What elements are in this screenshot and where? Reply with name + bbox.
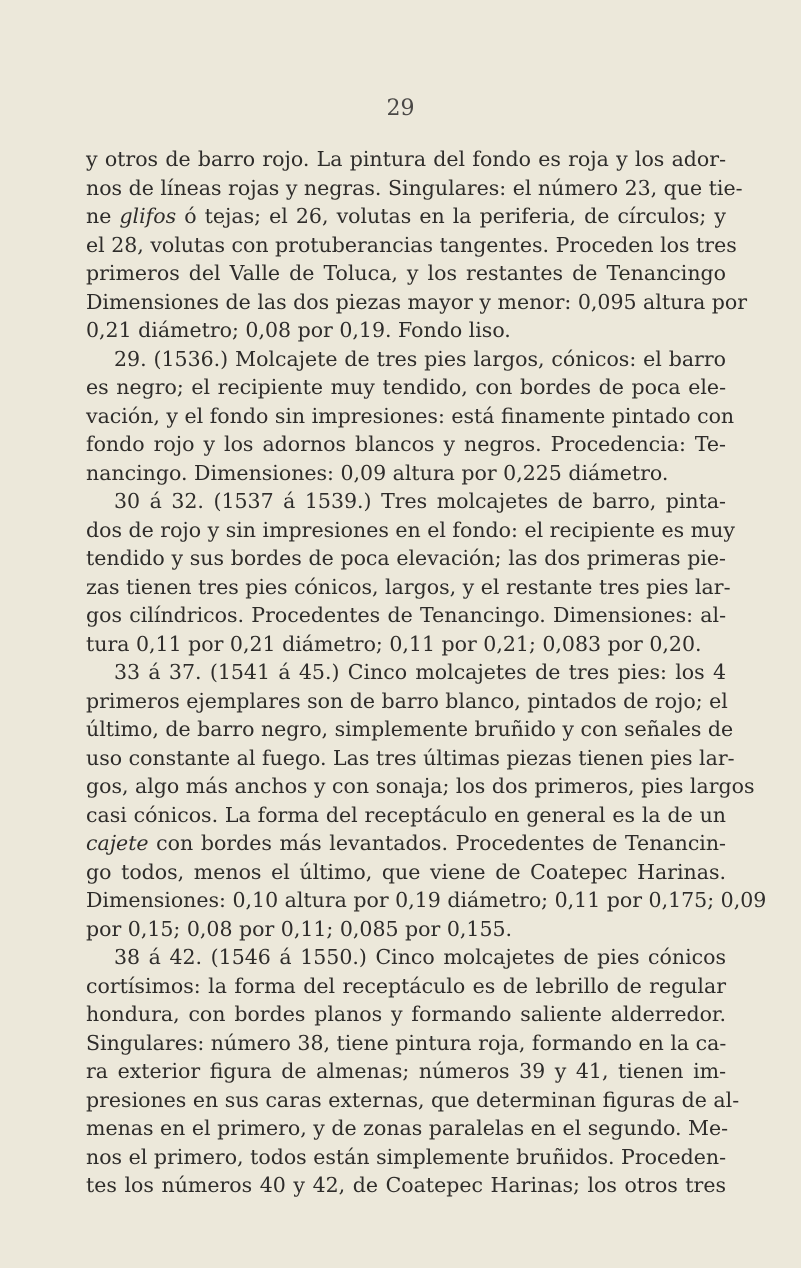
text-line: nos el primero, todos están simplemente bruñidos. Proceden-	[86, 1144, 726, 1169]
text-line: por 0,15; 0,08 por 0,11; 0,085 por 0,155.	[86, 916, 513, 941]
text-line: gos, algo más anchos y con sonaja; los dos primeros, pies largos	[86, 774, 755, 798]
text-line: tendido y sus bordes de poca elevación; las dos primeras pie-	[86, 546, 726, 570]
text-line: 0,21 diámetro; 0,08 por 0,19. Fondo liso.	[86, 318, 511, 342]
text-line: último, de barro negro, simplemente bruñido y con señales de	[86, 717, 734, 741]
italic-term: cajete	[86, 831, 149, 855]
italic-term: glifos	[119, 204, 177, 228]
text-line: uso constante al fuego. Las tres últimas piezas tienen pies lar-	[86, 745, 735, 770]
text-line: cajete con bordes más levantados. Procedentes de Tenancin-	[86, 831, 726, 855]
text-line: tura 0,11 por 0,21 diámetro; 0,11 por 0,21; 0,083 por 0,20.	[86, 631, 702, 656]
text-line: cortísimos: la forma del receptáculo es de lebrillo de regular	[86, 973, 726, 998]
text-line: tes los números 40 y 42, de Coatepec Harinas; los otros tres	[86, 1173, 726, 1197]
text-line: primeros ejemplares son de barro blanco, pintados de rojo; el	[86, 688, 728, 713]
text-line: nancingo. Dimensiones: 0,09 altura por 0,225 diámetro.	[86, 460, 669, 485]
text-line: Dimensiones de las dos piezas mayor y menor: 0,095 altura por	[86, 289, 748, 314]
text-line: es negro; el recipiente muy tendido, con bordes de poca ele-	[86, 375, 726, 399]
text-line: casi cónicos. La forma del receptáculo en general es la de un	[86, 802, 726, 827]
text-line: Dimensiones: 0,10 altura por 0,19 diámetro; 0,11 por 0,175; 0,09	[86, 888, 767, 912]
text-line: presiones en sus caras externas, que determinan figuras de al-	[86, 1087, 740, 1112]
text-line: Singulares: número 38, tiene pintura roja, formando en la ca-	[86, 1030, 727, 1055]
entry-start-line: 30 á 32. (1537 á 1539.) Tres molcajetes de barro, pinta-	[114, 489, 726, 513]
entry-start-line: 29. (1536.) Molcajete de tres pies largos, cónicos: el barro	[114, 346, 726, 371]
entry-start-line: 33 á 37. (1541 á 45.) Cinco molcajetes de tres pies: los 4	[114, 660, 726, 684]
text-line: el 28, volutas con protuberancias tangentes. Proceden los tres	[86, 232, 737, 257]
text-line: y otros de barro rojo. La pintura del fondo es roja y los ador-	[86, 147, 726, 171]
text-line: menas en el primero, y de zonas paralelas en el segundo. Me-	[86, 1116, 729, 1140]
text-line: primeros del Valle de Toluca, y los restantes de Tenancingo	[86, 261, 726, 285]
entry-start-line: 38 á 42. (1546 á 1550.) Cinco molcajetes de pies cónicos	[114, 945, 726, 969]
text-line: go todos, menos el último, que viene de Coatepec Harinas.	[86, 859, 726, 884]
text-line: dos de rojo y sin impresiones en el fondo: el recipiente es muy	[86, 517, 735, 542]
text-line: ne glifos ó tejas; el 26, volutas en la periferia, de círculos; y	[86, 204, 726, 228]
text-line: vación, y el fondo sin impresiones: está finamente pintado con	[86, 403, 735, 428]
text-line: zas tienen tres pies cónicos, largos, y el restante tres pies lar-	[86, 574, 731, 599]
text-line: fondo rojo y los adornos blancos y negros. Procedencia: Te-	[86, 432, 726, 456]
text-line: nos de líneas rojas y negras. Singulares: el número 23, que tie-	[86, 175, 743, 200]
page-number: 29	[386, 96, 415, 121]
text-line: gos cilíndricos. Procedentes de Tenancingo. Dimensiones: al-	[86, 603, 726, 627]
text-line: ra exterior figura de almenas; números 39 y 41, tienen im-	[86, 1059, 726, 1083]
text-line: hondura, con bordes planos y formando saliente alderredor.	[86, 1002, 726, 1026]
body-text	[86, 145, 767, 1200]
